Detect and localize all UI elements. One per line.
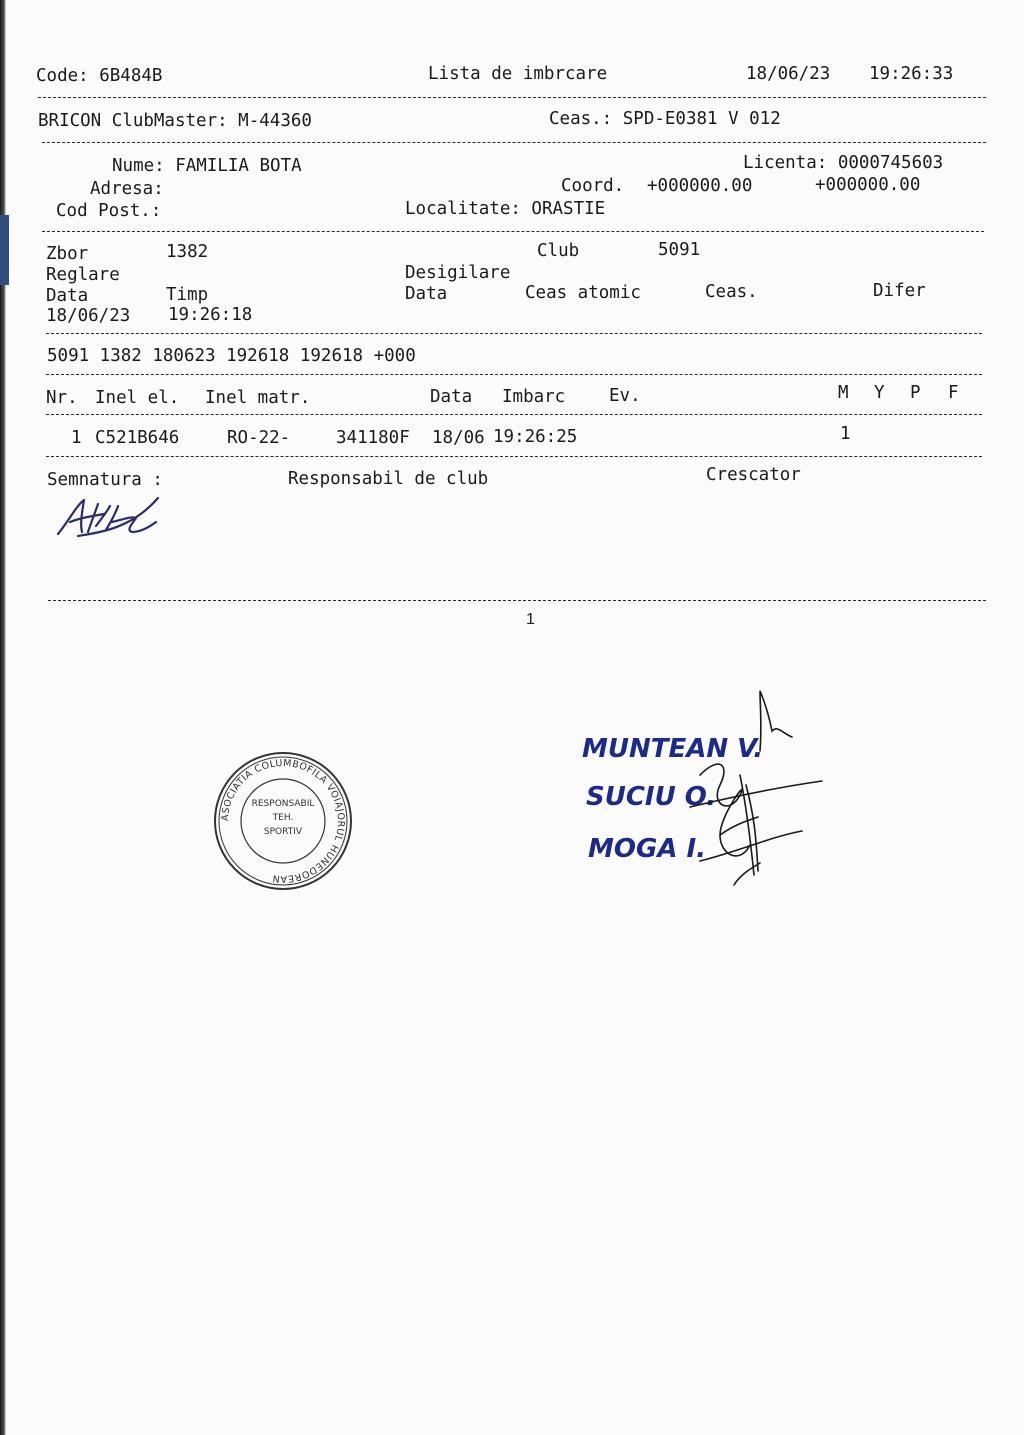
- svg-text:MUNTEAN V.: MUNTEAN V.: [582, 734, 764, 764]
- address-label: Adresa:: [90, 179, 164, 199]
- clubmaster-label: BRICON ClubMaster: M-44360: [38, 111, 312, 131]
- club-label: Club: [537, 241, 580, 261]
- divider: [48, 600, 986, 601]
- row-inel-matr-2: 341180F: [336, 428, 410, 448]
- divider: [46, 374, 982, 375]
- zbor-value: 1382: [166, 242, 209, 262]
- owner-name: Nume: FAMILIA BOTA: [112, 156, 302, 176]
- row-data: 18/06: [432, 428, 485, 448]
- col-m: M: [838, 383, 849, 403]
- license-number: Licenta: 0000745603: [743, 153, 944, 173]
- coord-x: +000000.00: [647, 176, 753, 196]
- owner-signature: [52, 492, 167, 544]
- svg-text:SUCIU O.: SUCIU O.: [586, 782, 717, 812]
- divider: [38, 97, 986, 98]
- row-imbarc: 19:26:25: [493, 427, 578, 447]
- col-f: F: [948, 383, 959, 403]
- svg-text:MOGA I.: MOGA I.: [588, 834, 707, 864]
- scan-edge-tab: [0, 215, 9, 285]
- svg-text:SPORTIV: SPORTIV: [263, 827, 303, 837]
- page-number: 1: [526, 611, 535, 628]
- committee-signatures: [570, 685, 840, 905]
- coord-y: +000000.00: [815, 175, 921, 195]
- crescator-label: Crescator: [706, 465, 801, 485]
- data-label: Data: [46, 286, 89, 306]
- row-inel-matr: RO-22-: [227, 428, 291, 448]
- club-value: 5091: [658, 240, 701, 260]
- col-p: P: [910, 383, 921, 403]
- divider: [46, 414, 982, 415]
- col-data: Data: [430, 387, 473, 407]
- postal-code-label: Cod Post.:: [56, 201, 162, 221]
- summary-line: 5091 1382 180623 192618 192618 +000: [47, 346, 416, 366]
- clock-label: Ceas.: SPD-E0381 V 012: [549, 109, 781, 129]
- timp-label: Timp: [166, 285, 209, 305]
- locality: Localitate: ORASTIE: [405, 199, 606, 219]
- row-m: 1: [840, 424, 851, 444]
- divider: [46, 456, 982, 457]
- svg-text:TEH.: TEH.: [272, 813, 294, 823]
- difer-label: Difer: [873, 281, 926, 301]
- row-nr: 1: [71, 428, 82, 448]
- svg-text:ASOCIATIA COLUMBOFILA VOIAJORU: ASOCIATIA COLUMBOFILA VOIAJORUL HUNEDOREAN: [219, 757, 347, 885]
- header-time: 19:26:33: [869, 64, 954, 84]
- row-inel-el: C521B646: [95, 428, 180, 448]
- data-label-2: Data: [405, 284, 448, 304]
- divider: [46, 333, 982, 334]
- reglare-date: 18/06/23: [46, 306, 131, 326]
- svg-text:RESPONSABIL: RESPONSABIL: [251, 799, 315, 809]
- coord-label: Coord.: [561, 176, 625, 196]
- col-ev: Ev.: [609, 386, 641, 406]
- ceas-atomic-label: Ceas atomic: [525, 283, 641, 303]
- semnatura-label: Semnatura :: [47, 470, 163, 490]
- col-nr: Nr.: [46, 388, 78, 408]
- zbor-label: Zbor: [46, 244, 89, 264]
- document-title: Lista de imbrcare: [428, 64, 608, 84]
- header-date: 18/06/23: [746, 64, 831, 84]
- ceas-label: Ceas.: [705, 282, 758, 302]
- reglare-label: Reglare: [46, 265, 120, 285]
- club-stamp: [212, 750, 354, 892]
- code-label: Code: 6B484B: [36, 66, 163, 86]
- desigilare-label: Desigilare: [405, 263, 511, 283]
- divider: [42, 231, 984, 232]
- col-inel-el: Inel el.: [95, 388, 180, 408]
- divider: [42, 142, 986, 143]
- col-inel-matr: Inel matr.: [205, 388, 311, 408]
- col-y: Y: [874, 383, 885, 403]
- col-imbarc: Imbarc: [502, 387, 566, 407]
- responsabil-label: Responsabil de club: [288, 469, 489, 489]
- reglare-time: 19:26:18: [168, 305, 253, 325]
